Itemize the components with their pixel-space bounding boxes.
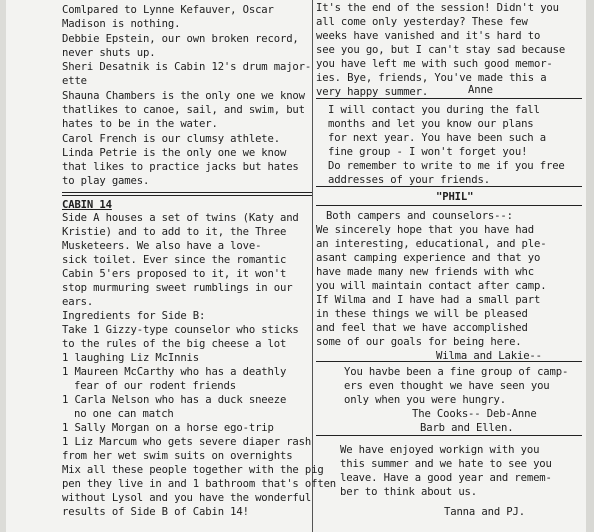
farewell-line: ies. Bye, friends, You've made this a [316,72,547,84]
cabin-line: Ingredients for Side B: [62,310,206,322]
cabin-line: pen they live in and 1 bathroom that's often [62,478,337,490]
left-line: never shuts up. [62,47,156,59]
cooks-line: ers even thought we have seen you [344,380,550,392]
left-line: Carol French is our clumsy athlete. [62,133,280,145]
left-line: that likes to practice jacks but hates [62,161,299,173]
left-section-rule-2 [62,195,312,196]
campers-line: an interesting, educational, and ple- [316,238,547,250]
campers-line: We sincerely hope that you have had [316,224,534,236]
campers-line: Both campers and counselors--: [326,210,513,222]
cabin-line: Mix all these people together with the pig [62,464,324,476]
left-line: Comlpared to Lynne Kefauver, Oscar [62,4,274,16]
cabin-line: Cabin 5'ers proposed to it, it won't [62,268,287,280]
contact-line: Do remember to write to me if you free [328,160,565,172]
farewell-line: all come only yesterday? These few [316,16,528,28]
cabin-line: Side A houses a set of twins (Katy and [62,212,299,224]
left-line: Sheri Desatnik is Cabin 12's drum major- [62,61,312,73]
left-line: thatlikes to canoe, sail, and swim, but [62,104,305,116]
cabin-line: without Lysol and you have the wonderful [62,492,312,504]
cabin-line: to the rules of the big cheese a lot [62,338,287,350]
campers-line: and feel that we have accomplished [316,322,528,334]
cabin-line: 1 Sally Morgan on a horse ego-trip [62,422,274,434]
right-rule-3 [316,205,582,206]
campers-line: some of our goals for being here. [316,336,522,348]
phil-heading: "PHIL" [436,191,474,203]
cabin-line: results of Side B of Cabin 14! [62,506,249,518]
left-line: Debbie Epstein, our own broken record, [62,33,299,45]
cabin-line: Musketeers. We also have a love- [62,240,262,252]
right-rule-2 [316,186,582,187]
final-signature: Tanna and PJ. [444,506,525,518]
contact-line: addresses of your friends. [328,174,490,186]
cabin-line: 1 Liz Marcum who gets severe diaper rash [62,436,312,448]
left-line: Madison is nothing. [62,18,181,30]
cooks-line: You havbe been a fine group of camp- [344,366,569,378]
farewell-signature: Anne [468,84,493,96]
campers-line: asant camping experience and that yo [316,252,541,264]
final-line: ber to think about us. [340,486,478,498]
campers-signature: Wilma and Lakie-- [436,350,542,362]
cooks-line: only when you were hungry. [344,394,506,406]
cabin-line: ears. [62,296,94,308]
left-line: ette [62,75,87,87]
right-rule-1 [316,98,582,99]
cabin-line: 1 Carla Nelson who has a duck sneeze [62,394,287,406]
cabin-line: fear of our rodent friends [74,380,236,392]
contact-line: fine group - I won't forget you! [328,146,528,158]
final-line: leave. Have a good year and remem- [340,472,552,484]
cabin-line: 1 Maureen McCarthy who has a deathly [62,366,287,378]
column-divider [312,0,313,532]
contact-line: for next year. You have been such a [328,132,546,144]
campers-line: you will maintain contact after camp. [316,280,547,292]
cabin-line: from her wet swim suits on overnights [62,450,293,462]
cabin-line: Kristie) and to add to it, the Three [62,226,287,238]
cabin-line: stop murmuring sweet rumblings in our [62,282,293,294]
scan-edge-right [586,0,594,532]
farewell-line: very happy summer. [316,86,429,98]
left-line: Shauna Chambers is the only one we know [62,90,305,102]
contact-line: months and let you know our plans [328,118,534,130]
cabin-14-heading: CABIN 14 [62,199,112,211]
left-line: Linda Petrie is the only one we know [62,147,287,159]
cabin-line: no one can match [74,408,174,420]
cabin-line: Take 1 Gizzy-type counselor who sticks [62,324,299,336]
final-line: We have enjoyed workign with you [340,444,540,456]
cooks-signature-2: Barb and Ellen. [420,422,514,434]
campers-line: in these things we will be pleased [316,308,528,320]
left-line: hates to be in the water. [62,118,218,130]
farewell-line: you have left me with such good memor- [316,58,553,70]
final-line: this summer and we hate to see you [340,458,552,470]
contact-line: I will contact you during the fall [328,104,540,116]
cabin-line: 1 laughing Liz McInnis [62,352,200,364]
campers-line: If Wilma and I have had a small part [316,294,541,306]
farewell-line: see you go, but I can't stay sad because [316,44,566,56]
right-rule-4 [316,361,582,362]
cooks-signature: The Cooks-- Deb-Anne [412,408,537,420]
farewell-line: It's the end of the session! Didn't you [316,2,559,14]
left-section-rule [62,192,312,193]
left-line: to play games. [62,175,150,187]
farewell-line: weeks have vanished and it's hard to [316,30,541,42]
campers-line: have made many new friends with whc [316,266,534,278]
right-rule-5 [316,435,582,436]
cabin-line: sick toilet. Ever since the romantic [62,254,287,266]
scan-edge-left [0,0,6,532]
